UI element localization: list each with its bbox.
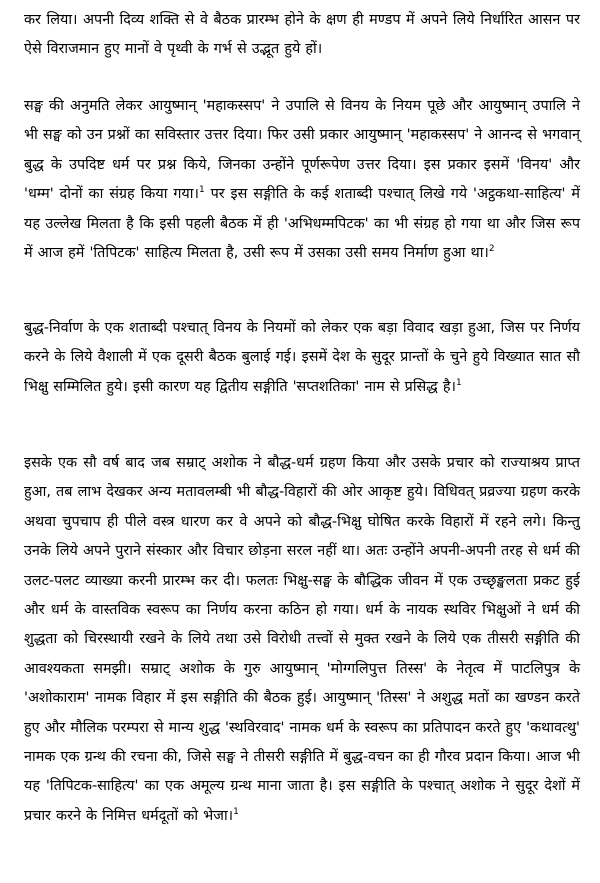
- paragraph-3-text: बुद्ध-निर्वाण के एक शताब्दी पश्चात् विनय के नियमों को लेकर एक बड़ा विवाद खड़ा हुआ, जिस पर निर्णय करने के लिये वैशाली में एक दूसरी बैठक बुलाई गई। इसमें देश के सुदूर प्रान्तों के चुने हुये विख्यात सात सौ भिक्षु सम्मिलित हुये। इसी कारण यह द्वितीय सङ्गीति 'सप्तशतिका' नाम से प्रसिद्ध है।: [24, 320, 580, 395]
- paragraph-4: [24, 449, 580, 831]
- paragraph-2-continuation: पर इस सङ्गीति के कई शताब्दी पश्चात् लिखे गये 'अट्ठकथा-साहित्य' में यह उल्लेख मिलता है कि इसी पहली बैठक में ही 'अभिधम्मपिटक' का भी संग्रह हो गया था और जिस रूप में आज हमें 'तिपिटक' साहित्य मिलता है, उसी रूप में उसका उसी समय निर्माण हुआ था।: [24, 186, 580, 262]
- paragraph-3: [24, 314, 580, 402]
- footnote-marker: 1: [198, 185, 205, 196]
- paragraph-2: [24, 92, 580, 268]
- footnote-marker: 1: [455, 378, 462, 389]
- footnote-marker: 1: [233, 807, 239, 818]
- paragraph-4-text: इसके एक सौ वर्ष बाद जब सम्राट् अशोक ने बौद्ध-धर्म ग्रहण किया और उसके प्रचार को राज्याश्रय प्राप्त हुआ, तब लाभ देखकर अन्य मतावलम्बी भी बौद्ध-विहारों की ओर आकृष्ट हुये। विधिवत् प्रव्रज्या ग्रहण करके अथवा चुपचाप ही पीले वस्त्र धारण कर वे अपने को बौद्ध-भिक्षु घोषित करके विहारों में रहने लगे। किन्तु उनके लिये अपने पुराने संस्कार और विचार छोड़ना सरल नहीं था। अतः उन्होंने अपनी-अपनी तरह से धर्म की उलट-पलट व्याख्या करनी प्रारम्भ कर दी। फलतः भिक्षु-सङ्घ के बौद्धिक जीवन में एक उच्छृङ्खलता प्रकट हुई और धर्म के वास्तविक स्वरूप का निर्णय करना कठिन हो गया। धर्म के नायक स्थविर भिक्षुओं ने धर्म की शुद्धता को चिरस्थायी रखने के लिये तथा उसे विरोधी तत्त्वों से मुक्त रखने के लिये एक तीसरी सङ्गीति की आवश्यकता समझी। सम्राट् अशोक के गुरु आयुष्मान् 'मोग्गलिपुत्त तिस्स' के नेतृत्व में पाटलिपुत्र के 'अशोकाराम' नामक विहार में इस सङ्गीति की बैठक हुई। आयुष्मान् 'तिस्स' ने अशुद्ध मतों का खण्डन करते हुए और मौलिक परम्परा से मान्य शुद्ध 'स्थविरवाद' नामक धर्म के स्वरूप का प्रतिपादन करते हुए 'कथावत्थु' नामक एक ग्रन्थ की रचना की, जिसे सङ्घ ने तीसरी सङ्गीति में बुद्ध-वचन का ही गौरव प्रदान किया। आज भी यह 'तिपिटक-साहित्य' का एक अमूल्य ग्रन्थ माना जाता है। इस सङ्गीति के पश्चात् अशोक ने सुदूर देशों में प्रचार करने के निमित्त धर्मदूतों को भेजा।: [24, 455, 580, 824]
- paragraph-2-text: सङ्घ की अनुमति लेकर आयुष्मान् 'महाकस्सप' ने उपालि से विनय के नियम पूछे और आयुष्मान् उपालि ने भी सङ्घ को उन प्रश्नों का सविस्तार उत्तर दिया। फिर उसी प्रकार आयुष्मान् 'महाकस्सप' ने आनन्द से भगवान् बुद्ध के उपदिष्ट धर्म पर प्रश्न किये, जिनका उन्होंने पूर्णरूपेण उत्तर दिया। इस प्रकार इसमें 'विनय' और 'धम्म' दोनों का संग्रह किया गया।: [24, 98, 580, 203]
- footnote-marker: 2: [488, 244, 495, 255]
- paragraph-1: [24, 6, 580, 65]
- paragraph-1-text: कर लिया। अपनी दिव्य शक्ति से वे बैठक प्रारम्भ होने के क्षण ही मण्डप में अपने लिये निर्धारित आसन पर ऐसे विराजमान हुए मानों वे पृथ्वी के गर्भ से उद्भूत हुये हों।: [24, 12, 580, 58]
